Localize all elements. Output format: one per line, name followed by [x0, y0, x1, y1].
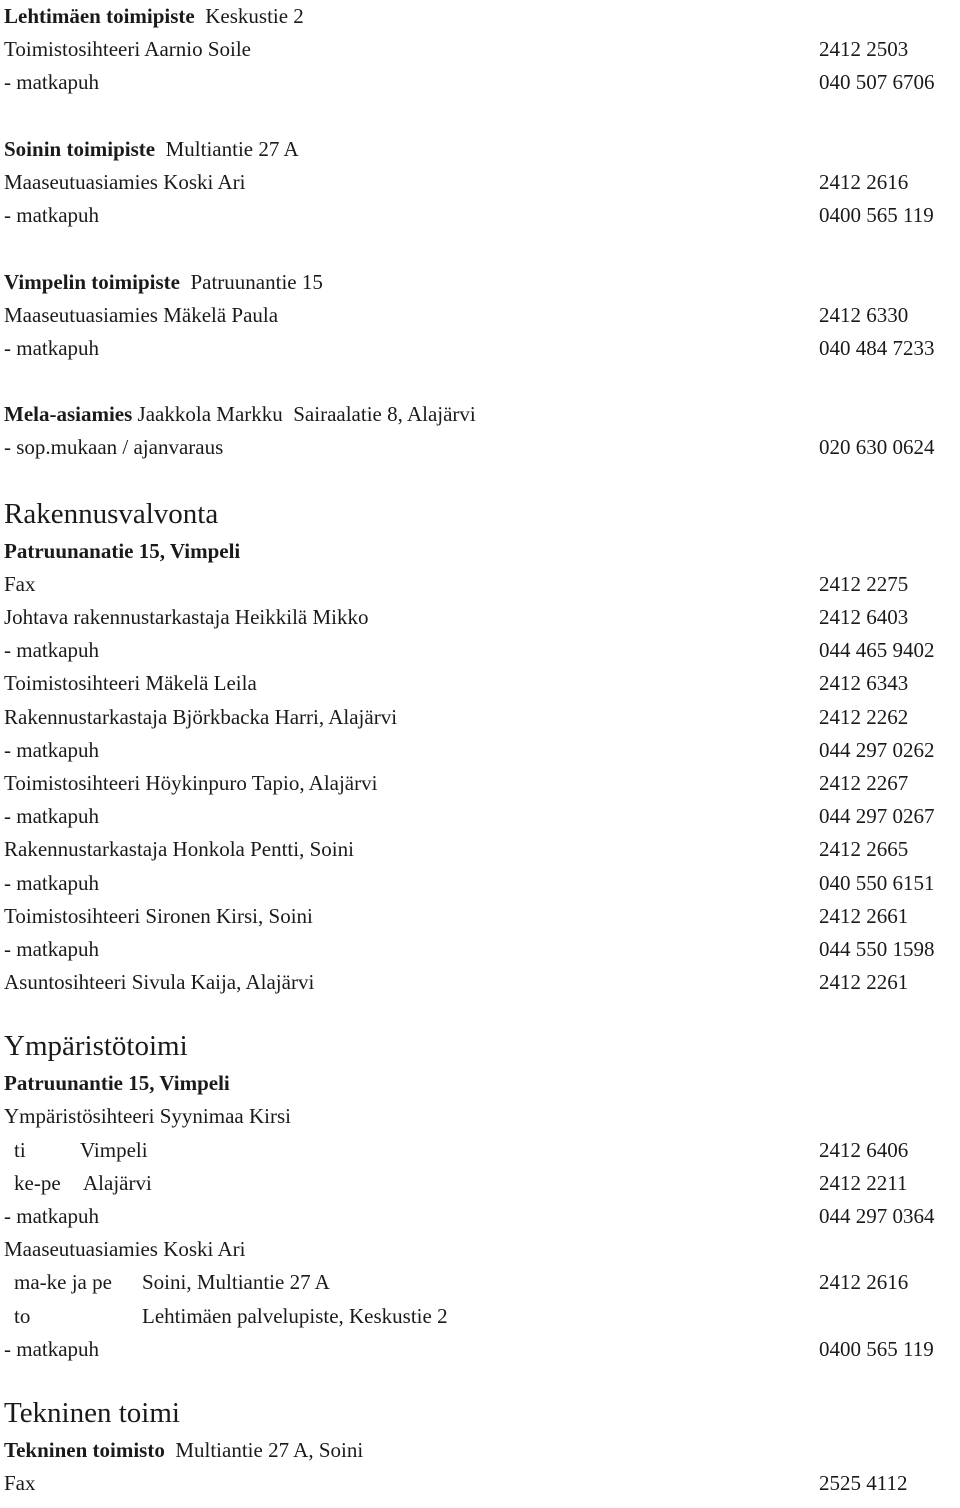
contact-label: - matkapuh: [4, 1336, 100, 1361]
contact-row: [4, 1200, 956, 1233]
phone-number: 044 465 9402: [819, 638, 935, 663]
contact-label: - matkapuh: [4, 1204, 100, 1228]
office-name: Vimpelin toimipiste: [4, 269, 180, 294]
mela-heading: [4, 398, 956, 431]
schedule-place: Vimpeli: [80, 1137, 148, 1162]
contact-row: [4, 601, 956, 634]
contact-label: - matkapuh: [4, 70, 100, 95]
schedule-place: Soini, Multiantie 27 A: [142, 1270, 330, 1295]
office-heading-vimpeli: [4, 266, 956, 299]
schedule-place: Alajärvi: [83, 1170, 152, 1195]
contact-row: [4, 1333, 956, 1366]
contact-label: Maaseutuasiamies Koski Ari: [4, 169, 246, 194]
phone-number: 2412 2616: [819, 1270, 909, 1295]
schedule-row: [4, 1266, 956, 1299]
phone-number: 040 507 6706: [819, 70, 935, 95]
contact-label: Toimistosihteeri Sironen Kirsi, Soini: [4, 903, 313, 928]
contact-label: - matkapuh: [4, 638, 100, 663]
section-heading-ymparisto: Ympäristötoimi: [4, 1030, 188, 1063]
phone-number: 2412 2211: [819, 1170, 908, 1195]
contact-row: [4, 166, 956, 199]
phone-number: 044 297 0267: [819, 804, 935, 829]
phone-number: 2412 2503: [819, 37, 909, 62]
contact-label: - matkapuh: [4, 936, 100, 961]
office-heading-lehtimaki: [4, 0, 956, 33]
phone-number: 040 550 6151: [819, 870, 935, 895]
contact-label: Toimistosihteeri Höykinpuro Tapio, Alajärvi: [4, 770, 378, 795]
phone-number: 2412 2267: [819, 770, 909, 795]
phone-number: 2412 2616: [819, 169, 909, 194]
contact-label: Asuntosihteeri Sivula Kaija, Alajärvi: [4, 970, 315, 995]
contact-row: [4, 332, 956, 365]
schedule-row: [4, 1134, 956, 1167]
phone-number: 2525 4112: [819, 1471, 908, 1496]
person-name: Ympäristösihteeri Syynimaa Kirsi: [4, 1104, 291, 1129]
contact-label: - matkapuh: [4, 804, 100, 829]
contact-person: [4, 1233, 956, 1266]
section-heading-tekninen: Tekninen toimi: [4, 1396, 180, 1429]
mela-person: Jaakkola Markku Sairaalatie 8, Alajärvi: [137, 402, 476, 427]
contact-row: [4, 634, 956, 667]
schedule-day: ma-ke ja pe: [14, 1270, 112, 1295]
contact-label: - matkapuh: [4, 737, 100, 762]
contact-label: Maaseutuasiamies Mäkelä Paula: [4, 302, 279, 327]
office-address: Keskustie 2: [205, 4, 304, 28]
office-name: Tekninen toimisto: [4, 1437, 165, 1462]
phone-number: 2412 2261: [819, 970, 909, 995]
section-address: [4, 1434, 956, 1467]
contact-row: [4, 299, 956, 332]
contact-label: Rakennustarkastaja Björkbacka Harri, Alajärvi: [4, 704, 398, 729]
phone-number: 2412 2275: [819, 571, 909, 596]
contact-row: [4, 33, 956, 66]
phone-number: 0400 565 119: [819, 1336, 934, 1361]
contact-row: [4, 1467, 956, 1500]
section-address-text: Patruunantie 15, Vimpeli: [4, 1071, 230, 1096]
contact-row: [4, 900, 956, 933]
phone-number: 044 297 0364: [819, 1204, 935, 1228]
contact-label: - sop.mukaan / ajanvaraus: [4, 435, 224, 460]
contact-row: [4, 701, 956, 734]
contact-row: [4, 431, 956, 464]
phone-number: 020 630 0624: [819, 435, 935, 460]
contact-label: - matkapuh: [4, 870, 100, 895]
contact-row: [4, 199, 956, 232]
contact-label: Fax: [4, 1471, 36, 1496]
phone-number: 2412 6330: [819, 302, 909, 327]
phone-number: 2412 6343: [819, 671, 909, 696]
office-address: Multiantie 27 A: [165, 136, 299, 161]
mela-title: Mela-asiamies: [4, 402, 133, 427]
contact-row: [4, 667, 956, 700]
office-address: Patruunantie 15: [190, 269, 323, 294]
phone-number: 044 297 0262: [819, 737, 935, 762]
phone-number: 2412 6406: [819, 1137, 909, 1162]
contact-row: [4, 66, 956, 99]
contact-label: - matkapuh: [4, 335, 100, 360]
section-address-text: Patruunanatie 15, Vimpeli: [4, 538, 241, 563]
phone-number: 2412 2262: [819, 704, 909, 729]
phone-number: 2412 2665: [819, 837, 909, 862]
contact-row: [4, 800, 956, 833]
contact-row: [4, 767, 956, 800]
schedule-row: [4, 1167, 956, 1200]
schedule-day: ke-pe: [14, 1170, 61, 1195]
office-address: Multiantie 27 A, Soini: [175, 1437, 364, 1462]
contact-row: [4, 933, 956, 966]
section-heading-rakennusvalvonta: Rakennusvalvonta: [4, 497, 219, 530]
contact-row: [4, 966, 956, 999]
schedule-row: [4, 1300, 956, 1333]
contact-label: Toimistosihteeri Aarnio Soile: [4, 37, 252, 62]
contact-row: [4, 734, 956, 767]
section-address: [4, 535, 956, 568]
contact-label: Johtava rakennustarkastaja Heikkilä Mikko: [4, 605, 369, 629]
phone-number: 044 550 1598: [819, 936, 935, 961]
contact-row: [4, 867, 956, 900]
schedule-day: to: [14, 1303, 31, 1328]
contact-person: [4, 1100, 956, 1133]
phone-number: 0400 565 119: [819, 203, 934, 228]
contact-row: [4, 568, 956, 601]
office-name: Lehtimäen toimipiste: [4, 4, 195, 28]
schedule-day: ti: [14, 1137, 26, 1162]
contact-label: - matkapuh: [4, 203, 100, 228]
section-address: [4, 1067, 956, 1100]
schedule-place: Lehtimäen palvelupiste, Keskustie 2: [142, 1303, 448, 1328]
contact-label: Toimistosihteeri Mäkelä Leila: [4, 671, 257, 696]
person-name: Maaseutuasiamies Koski Ari: [4, 1237, 246, 1262]
contact-label: Rakennustarkastaja Honkola Pentti, Soini: [4, 837, 354, 862]
office-name: Soinin toimipiste: [4, 136, 156, 161]
office-heading-soini: [4, 133, 956, 166]
contact-row: [4, 833, 956, 866]
phone-number: 040 484 7233: [819, 335, 935, 360]
phone-number: 2412 2661: [819, 903, 909, 928]
contact-label: Fax: [4, 571, 36, 596]
phone-number: 2412 6403: [819, 605, 909, 629]
directory-page: [4, 0, 956, 1500]
